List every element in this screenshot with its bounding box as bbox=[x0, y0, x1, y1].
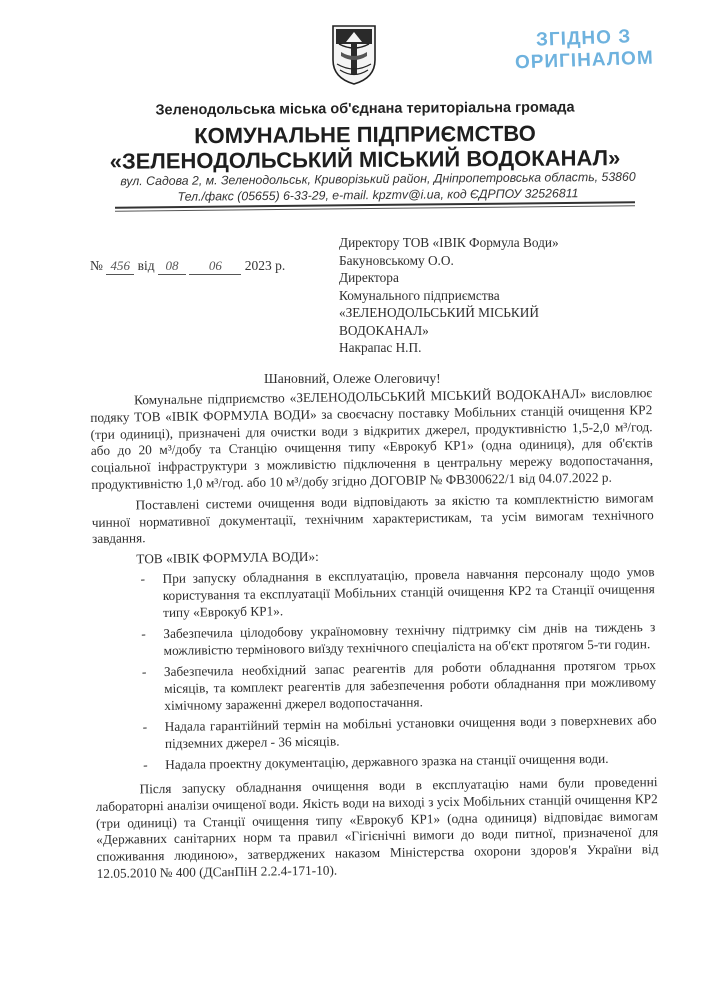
body-paragraph-2: Поставлені системи очищення води відповідають за якістю та комплектністю вимогам чинної нормативної документації, технічним характеристикам, та усім вимогам технічного завдання. bbox=[91, 489, 654, 547]
bullet-dash: - bbox=[141, 626, 146, 642]
stamp-line-2: ОРИГІНАЛОМ bbox=[514, 47, 655, 74]
addressee-line: Директора bbox=[339, 270, 399, 285]
list-item-text: Забезпечила цілодобову україномовну технічну підтримку сім днів на тиждень з можливістю термінового виїзду технічного спеціаліста на об'єкт протягом 5-ти годин. bbox=[163, 619, 656, 658]
enterprise-address: вул. Садова 2, м. Зеленодольськ, Криворізький район, Дніпропетровська область, 53860 bbox=[120, 169, 636, 189]
bullet-dash: - bbox=[141, 664, 147, 680]
certified-copy-stamp bbox=[513, 26, 654, 75]
number-label: № bbox=[90, 258, 103, 273]
bullet-dash: - bbox=[142, 719, 148, 735]
addressee-line: Накрапас Н.П. bbox=[339, 340, 422, 355]
list-item bbox=[139, 711, 657, 752]
list-item-text: Надала проектну документацію, державного зразка на станції очищення води. bbox=[165, 750, 609, 772]
list-item-text: Забезпечила необхідний запас реагентів для роботи обладнання протягом трьох місяців, та комплект реагентів для забезпечення роботи обладнання при можливому хімічному зараженні джерел водопостачання. bbox=[163, 657, 657, 713]
body-paragraph-1: Комунальне підприємство «ЗЕЛЕНОДОЛЬСЬКИЙ МІСЬКИЙ ВОДОКАНАЛ» висловлює подяку ТОВ «ІВІК ФОРМУЛА ВОДИ» за своєчасну поставку Мобільних станцій очищення КР2 (три одиниці), призначені для очистки води з відкритих джерел, продуктивністю 1,5-2,0 м³/год. або до 20 м³/добу та Станцію очищення типу «Еврокуб КР1» (одна одиниця), для об'єктів соціальної інфраструктури з можливістю підключення в центральну мережу водопостачання, продуктивністю 1,0 м³/год. або 10 м³/добу згідно ДОГОВІР № ФВ300622/1 від 04.07.2022 р. bbox=[90, 385, 654, 492]
addressee-line: «ЗЕЛЕНОДОЛЬСЬКИЙ МІСЬКИЙ bbox=[339, 305, 540, 320]
outgoing-number: 456 bbox=[106, 258, 134, 275]
enterprise-name: «ЗЕЛЕНОДОЛЬСЬКИЙ МІСЬКИЙ ВОДОКАНАЛ» bbox=[109, 145, 621, 174]
enterprise-contacts: Тел./факс (05655) 6-33-29, e-mail. kpzmv@i.ua, код ЄДРПОУ 32526811 bbox=[177, 186, 579, 204]
outgoing-day: 08 bbox=[158, 258, 186, 275]
list-item bbox=[136, 563, 655, 621]
greeting: Шановний, Олеже Олеговичу! bbox=[264, 371, 441, 386]
addressee-line: Директору ТОВ «ІВІК Формула Води» bbox=[339, 235, 559, 250]
list-item-text: При запуску обладнання в експлуатацію, провела навчання персоналу щодо умов користування та експлуатації Мобільних станцій очищення КР2 та Станції очищення типу «Еврокуб КР1». bbox=[162, 564, 655, 620]
coat-of-arms-icon bbox=[331, 24, 377, 86]
supplier-actions-list bbox=[92, 563, 657, 774]
addressee-line: Бакуновському О.О. bbox=[339, 252, 454, 268]
stamp-line-1: ЗГІДНО З bbox=[535, 26, 632, 51]
bullet-dash: - bbox=[143, 757, 148, 773]
addressee-line: Комунального підприємства bbox=[339, 287, 500, 303]
bullet-dash: - bbox=[140, 571, 146, 587]
letter-body bbox=[90, 385, 659, 887]
community-name: Зеленодольська міська об'єднана територіальна громада bbox=[155, 99, 575, 119]
enterprise-type: КОМУНАЛЬНЕ ПІДПРИЄМСТВО bbox=[194, 120, 536, 149]
list-item-text: Надала гарантійний термін на мобільні установки очищення води з поверхневих або підземних джерел - 36 місяців. bbox=[164, 712, 657, 751]
list-item bbox=[139, 749, 657, 773]
outgoing-year: 2023 р. bbox=[244, 258, 286, 273]
outgoing-month: 06 bbox=[189, 258, 241, 275]
supplier-label: ТОВ «ІВІК ФОРМУЛА ВОДИ»: bbox=[136, 548, 319, 567]
date-from-label: від bbox=[137, 258, 155, 273]
outgoing-number-line bbox=[90, 258, 285, 275]
body-paragraph-3: Після запуску обладнання очищення води в експлуатацію нами були проведенні лабораторні аналізи очищеної води. Якість води на виході з усіх Мобільних станцій очищення КР2 (три одиниці) та Станції очищення типу «Еврокуб КР1» (одна одиниця) відповідає вимогам «Державних санітарних норм та правил «Гігієнічні вимоги до води питної, призначеної для споживання людиною», затверджених наказом Міністерства охорони здоров'я України від 12.05.2010 № 400 (ДСанПіН 2.2.4-171-10). bbox=[95, 774, 659, 881]
addressee-line: ВОДОКАНАЛ» bbox=[339, 322, 429, 338]
addressee-block bbox=[339, 234, 619, 357]
list-item bbox=[138, 656, 657, 714]
list-item bbox=[137, 618, 655, 659]
